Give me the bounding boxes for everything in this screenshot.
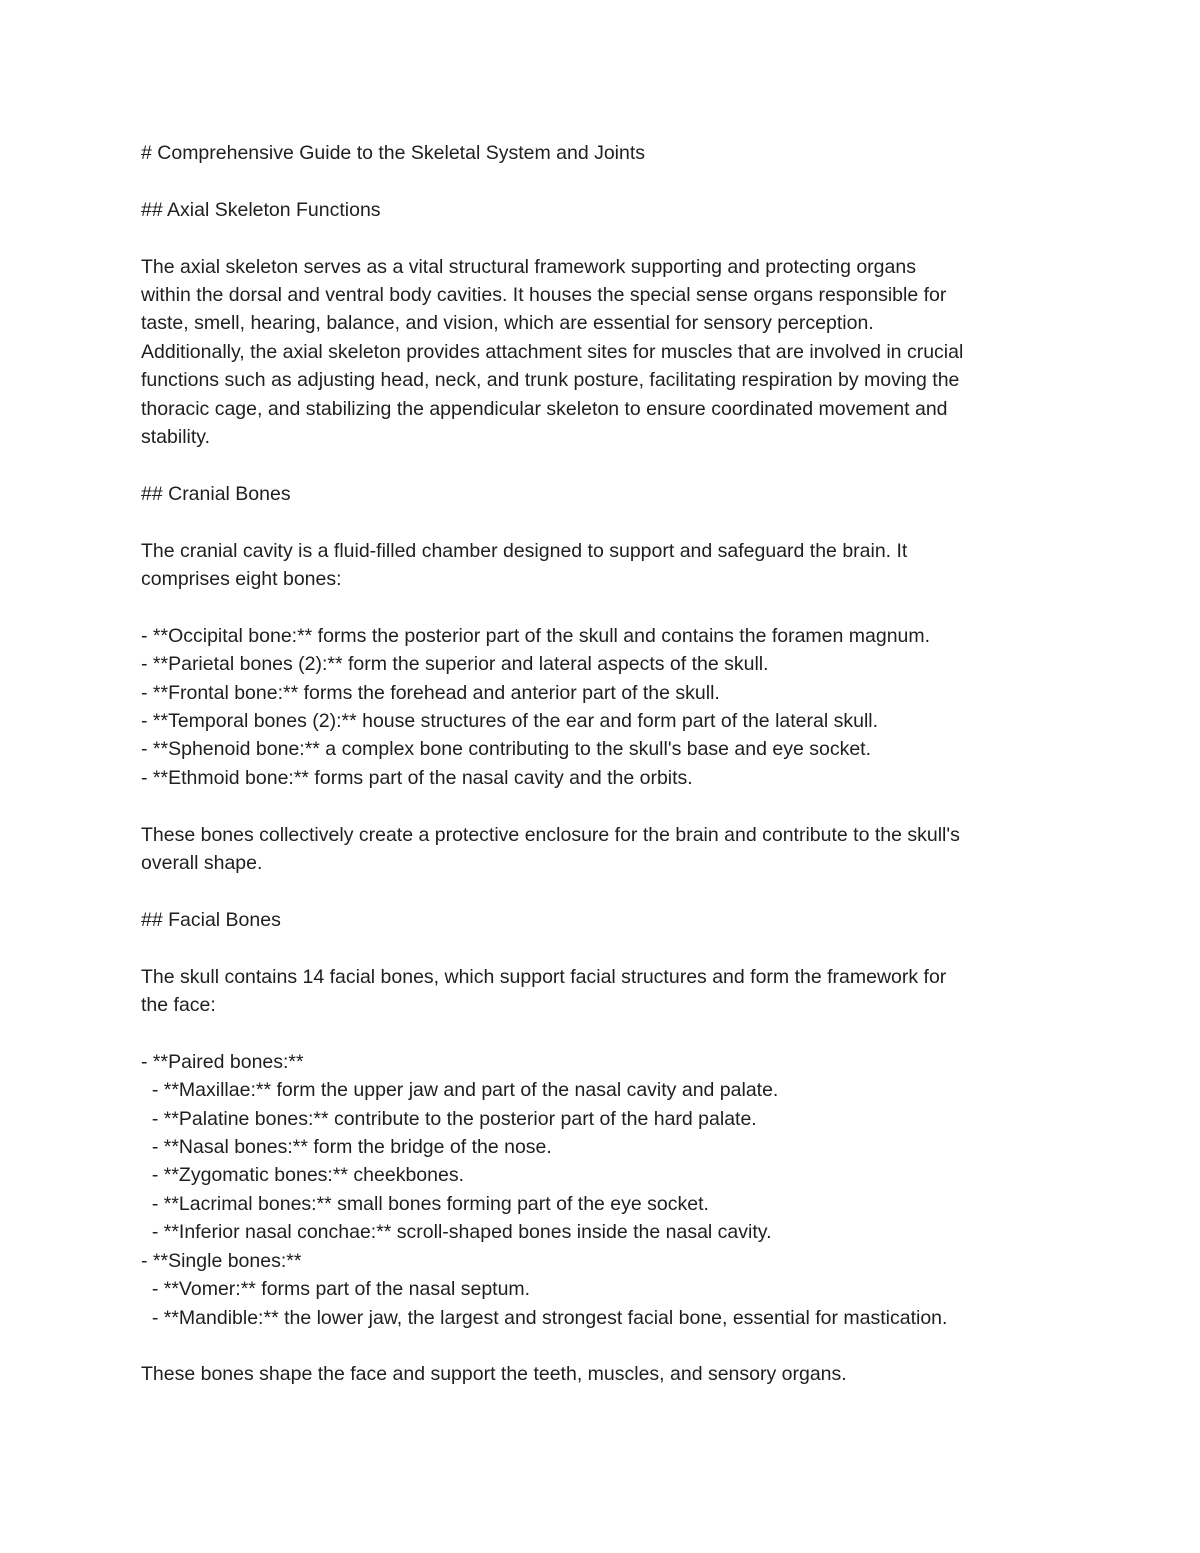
- facial-intro-paragraph: [141, 963, 1071, 1020]
- list-item: - **Mandible:** the lower jaw, the largest and strongest facial bone, essential for mastication.: [141, 1306, 948, 1329]
- list-item: - **Lacrimal bones:** small bones forming part of the eye socket.: [141, 1192, 709, 1215]
- list-item: - **Single bones:**: [141, 1249, 302, 1272]
- paragraph-line: comprises eight bones:: [141, 568, 342, 591]
- list-item: - **Parietal bones (2):** form the superior and lateral aspects of the skull.: [141, 653, 769, 676]
- paragraph-line: These bones shape the face and support the teeth, muscles, and sensory organs.: [141, 1363, 847, 1386]
- blank-line: [141, 792, 1071, 820]
- facial-outro-paragraph: [141, 1360, 1071, 1388]
- blank-line: [141, 508, 1071, 536]
- list-item: - **Palatine bones:** contribute to the posterior part of the hard palate.: [141, 1107, 757, 1130]
- paragraph-line: These bones collectively create a protective enclosure for the brain and contribute to the skull's: [141, 823, 960, 846]
- list-item: - **Inferior nasal conchae:** scroll-shaped bones inside the nasal cavity.: [141, 1221, 772, 1244]
- list-item: - **Vomer:** forms part of the nasal septum.: [141, 1278, 531, 1301]
- paragraph-line: The skull contains 14 facial bones, which support facial structures and form the framework for: [141, 965, 947, 988]
- paragraph-line: Additionally, the axial skeleton provides attachment sites for muscles that are involved in crucial: [141, 340, 964, 363]
- blank-line: [141, 877, 1071, 905]
- list-item: - **Nasal bones:** form the bridge of the nose.: [141, 1136, 552, 1159]
- blank-line: [141, 1332, 1071, 1360]
- blank-line: [141, 593, 1071, 621]
- facial-bones-list: [141, 1048, 1071, 1332]
- paragraph-line: stability.: [141, 426, 210, 449]
- paragraph-line: overall shape.: [141, 852, 263, 875]
- list-item: - **Temporal bones (2):** house structures of the ear and form part of the lateral skull.: [141, 710, 879, 733]
- list-item: - **Frontal bone:** forms the forehead and anterior part of the skull.: [141, 681, 720, 704]
- section-heading-facial-bones: ## Facial Bones: [141, 908, 281, 931]
- list-item: - **Paired bones:**: [141, 1050, 304, 1073]
- section-heading-cranial-bones: ## Cranial Bones: [141, 482, 291, 505]
- cranial-outro-paragraph: [141, 821, 1071, 878]
- cranial-bones-list: [141, 622, 1071, 792]
- document-page: [141, 139, 1071, 1389]
- list-item: - **Zygomatic bones:** cheekbones.: [141, 1164, 465, 1187]
- paragraph-line: the face:: [141, 994, 216, 1017]
- paragraph-line: within the dorsal and ventral body cavities. It houses the special sense organs responsible for: [141, 284, 947, 306]
- blank-line: [141, 934, 1071, 962]
- paragraph-line: functions such as adjusting head, neck, and trunk posture, facilitating respiration by moving the: [141, 369, 960, 392]
- paragraph-line: thoracic cage, and stabilizing the appendicular skeleton to ensure coordinated movement and: [141, 397, 948, 420]
- axial-skeleton-paragraph: [141, 253, 1071, 452]
- blank-line: [141, 451, 1071, 479]
- paragraph-line: The cranial cavity is a fluid-filled chamber designed to support and safeguard the brain. It: [141, 539, 908, 562]
- list-item: - **Occipital bone:** forms the posterior part of the skull and contains the foramen magnum.: [141, 624, 931, 647]
- paragraph-line: The axial skeleton serves as a vital structural framework supporting and protecting organs: [141, 255, 916, 278]
- list-item: - **Sphenoid bone:** a complex bone contributing to the skull's base and eye socket.: [141, 738, 872, 761]
- cranial-intro-paragraph: [141, 537, 1071, 594]
- paragraph-line: taste, smell, hearing, balance, and vision, which are essential for sensory perception.: [141, 312, 874, 335]
- section-heading-axial-skeleton: ## Axial Skeleton Functions: [141, 198, 381, 221]
- list-item: - **Ethmoid bone:** forms part of the nasal cavity and the orbits.: [141, 766, 693, 789]
- blank-line: [141, 167, 1071, 195]
- list-item: - **Maxillae:** form the upper jaw and part of the nasal cavity and palate.: [141, 1079, 779, 1102]
- document-title: # Comprehensive Guide to the Skeletal System and Joints: [141, 142, 646, 164]
- blank-line: [141, 224, 1071, 252]
- blank-line: [141, 1019, 1071, 1047]
